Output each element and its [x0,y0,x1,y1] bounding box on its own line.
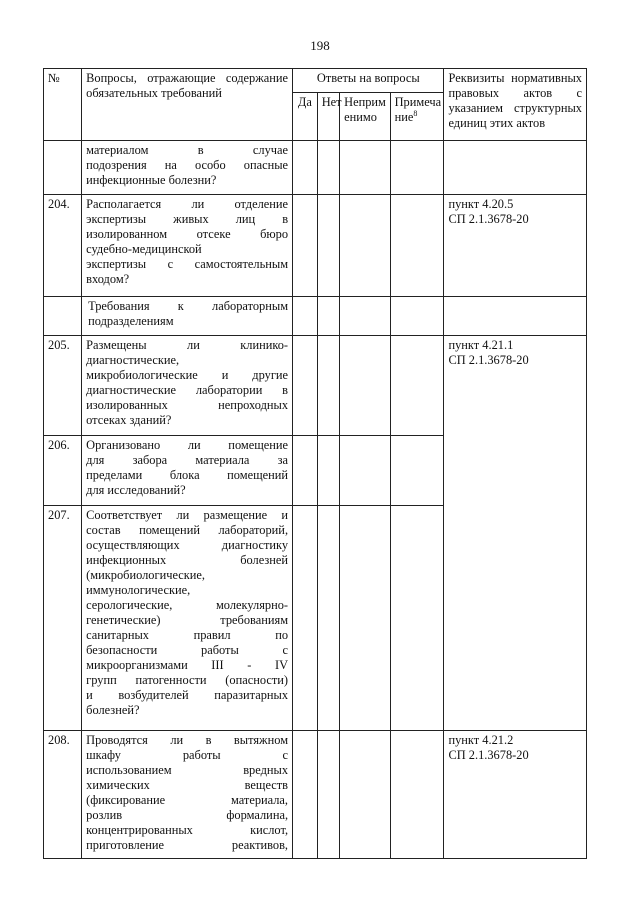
question-line: генетические) требованиям [86,613,289,627]
question-line: иммунологические, [86,583,191,597]
question-line: использованием вредных [86,763,289,777]
section-row [44,297,587,336]
answer-note-cell [390,297,444,336]
requisites-cell [444,297,587,336]
answer-yes-cell[interactable] [293,141,318,195]
answer-note-cell[interactable] [390,506,444,731]
requisites-clause: пункт 4.20.5 [448,197,514,211]
row-num: 207. [44,506,82,731]
answer-na-cell[interactable] [340,506,390,731]
requisites-act: СП 2.1.3678-20 [448,748,529,762]
requisites-cell [444,336,587,731]
requisites-cell [444,195,587,297]
table-row [44,731,587,859]
question-line: входом? [86,272,130,286]
header-note-line2: ние [394,110,414,124]
row-num: 204. [44,195,82,297]
question-line: Располагается ли отделение [86,197,289,211]
answer-note-cell[interactable] [390,195,444,297]
question-line: для исследований? [86,483,186,497]
answer-no-cell[interactable] [317,731,339,859]
question-line: (фиксирование материала, [86,793,289,807]
answer-no-cell[interactable] [317,336,339,436]
requisites-act: СП 2.1.3678-20 [448,212,529,226]
question-line: микробиологические и другие [86,368,289,382]
header-not-applicable [340,93,390,141]
requisites-act: СП 2.1.3678-20 [448,353,529,367]
question-line: (микробиологические, [86,568,205,582]
row-num [44,141,82,195]
requisites-clause: пункт 4.21.2 [448,733,514,747]
question-line: Проводятся ли в вытяжном [86,733,289,747]
answer-yes-cell[interactable] [293,336,318,436]
requisites-clause: пункт 4.21.1 [448,338,514,352]
header-note-line1: Примеча [394,95,442,109]
question-line: диагностические, [86,353,180,367]
row-num: 206. [44,436,82,506]
answer-no-cell[interactable] [317,436,339,506]
row-num: 205. [44,336,82,436]
question-line: материалом в случае [86,143,289,157]
table-row [44,336,587,436]
header-na-line1: Неприм [344,95,386,109]
requisites-cell [444,731,587,859]
question-line: Размещены ли клинико- [86,338,289,352]
answer-na-cell[interactable] [340,336,390,436]
header-num: № [44,69,82,141]
header-note [390,93,444,141]
question-cell [82,195,293,297]
question-line: шкафу работы с [86,748,289,762]
question-line: отсеках зданий? [86,413,172,427]
question-line: микроорганизмами III - IV [86,658,289,672]
answer-yes-cell[interactable] [293,436,318,506]
header-no: Нет [317,93,339,141]
header-na-line2: енимо [344,110,377,124]
row-num: 208. [44,731,82,859]
question-line: групп патогенности (опасности) [86,673,289,687]
answer-na-cell[interactable] [340,195,390,297]
answer-no-cell[interactable] [317,506,339,731]
question-line: розлив формалина, [86,808,289,822]
question-line: пределами блока помещений [86,468,289,482]
header-questions: Вопросы, отражающие содержание обязательных требований [82,69,293,141]
question-line: подозрения на особо опасные [86,158,289,172]
question-line: экспертизы с самостоятельным [86,257,289,271]
question-line: инфекционные болезни? [86,173,217,187]
answer-yes-cell[interactable] [293,731,318,859]
answer-note-cell[interactable] [390,436,444,506]
row-num [44,297,82,336]
requirements-table [43,68,587,859]
section-title-line: подразделениям [88,314,174,328]
answer-no-cell[interactable] [317,195,339,297]
question-line: и возбудителей паразитарных [86,688,289,702]
answer-yes-cell [293,297,318,336]
answer-yes-cell[interactable] [293,506,318,731]
requisites-cell [444,141,587,195]
answer-no-cell[interactable] [317,141,339,195]
answer-note-cell[interactable] [390,731,444,859]
section-title-line: Требования к лабораторным [88,299,289,313]
question-cell [82,436,293,506]
header-yes: Да [293,93,318,141]
answer-yes-cell[interactable] [293,195,318,297]
answer-na-cell [340,297,390,336]
question-line: состав помещений лабораторий, [86,523,289,537]
question-line: болезней? [86,703,140,717]
table-row [44,195,587,297]
question-line: судебно-медицинской [86,242,202,256]
question-line: Организовано ли помещение [86,438,289,452]
question-line: диагностические лаборатории в [86,383,289,397]
section-title-cell [82,297,293,336]
question-cell [82,506,293,731]
question-line: Соответствует ли размещение и [86,508,289,522]
answer-na-cell[interactable] [340,436,390,506]
question-cell [82,731,293,859]
question-cell [82,336,293,436]
answer-note-cell[interactable] [390,336,444,436]
question-line: изолированных непроходных [86,398,289,412]
question-cell [82,141,293,195]
question-line: санитарных правил по [86,628,289,642]
answer-na-cell[interactable] [340,141,390,195]
footnote-marker: 8 [413,108,418,118]
answer-no-cell [317,297,339,336]
table-row [44,141,587,195]
question-line: осуществляющих диагностику [86,538,289,552]
answer-note-cell[interactable] [390,141,444,195]
question-line: изолированном отсеке бюро [86,227,289,241]
header-answers: Ответы на вопросы [293,69,444,93]
header-requisites: Реквизиты нормативных правовых актов с указанием структурных единиц этих актов [444,69,587,141]
question-line: серологические, молекулярно- [86,598,289,612]
question-line: инфекционных болезней [86,553,289,567]
question-line: химических веществ [86,778,289,792]
question-line: безопасности работы с [86,643,289,657]
question-line: концентрированных кислот, [86,823,289,837]
question-line: для забора материала за [86,453,289,467]
page-number: 198 [310,38,330,53]
question-line: приготовление реактивов, [86,838,289,852]
question-line: экспертизы живых лиц в [86,212,289,226]
answer-na-cell[interactable] [340,731,390,859]
